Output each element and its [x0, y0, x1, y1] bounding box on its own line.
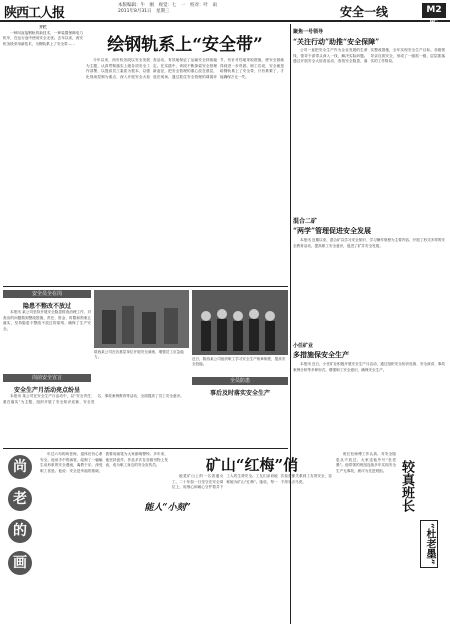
right-second-body	[293, 238, 445, 336]
lead-intro	[3, 25, 83, 283]
date-line: 2011年8月31日 星期三	[118, 9, 170, 14]
band-rule-bottom	[3, 448, 288, 449]
vertical-char-2: 老	[8, 487, 32, 511]
lower-center-body	[172, 474, 332, 624]
lower-right-body-text: 班长杜师傅工作认真，对安全隐患从不放过，大家送他外号“杜老墨”。他带领的班组连续多年实现安全生产无事故，被评为先进班组。	[336, 452, 396, 473]
editor-line: 本版编辑：牛 刚 视觉：七 一 校对：叶 雨	[118, 3, 217, 8]
lower-left-vertical	[3, 455, 37, 583]
mid-left-bar: 安全员全在岗	[3, 290, 91, 298]
section-name: 安全一线	[340, 5, 389, 19]
lead-headline: 绘钢轨系上“安全带”	[107, 35, 263, 55]
lead-body-text: 今年以来，西安机务段以安全发展为主题，认真贯彻落实上级各项安全工作部署，以提高员工素质为根本，以强化现场控制为重点，深入开展安全大检查活动，有效地保证了运输安全持续稳定。在实践中，该段不断探索安全管理新途径，把安全管理的重心放在基层，放在现场，通过抓住安全管理的薄弱环节，有针对性地采取措施，使安全基础得到进一步巩固。职工们说，安全就是给钢轨系上了安全带，只有系紧了，才能确保万无一失。	[86, 58, 284, 79]
lower-left-body	[40, 452, 168, 624]
vertical-char-4: 画	[8, 551, 32, 575]
band-rule-top	[3, 286, 288, 287]
vertical-char-1: 尚	[8, 455, 32, 479]
lead-kicker: 开栏	[39, 25, 47, 29]
mid-center-title: 安全生产月活动亮点纷呈	[13, 387, 80, 394]
right-second-title-1: 混合二矿	[293, 218, 318, 225]
lower-center-body-text: 她是矿山上的一名普通女工，二十年如一日坚守在安全岗位上，用细心和耐心守护着井下工人的生命安全。工友们亲切地称她为矿山“红梅”。她说，每一次检查都关系到工友的安全，容不得半点马虎。	[172, 474, 332, 490]
lower-right-title-2: “杜老墨”	[420, 520, 438, 568]
center-photo-caption: 近日，陕西某公司组织职工学习安全生产规章制度，提高安全技能。	[192, 357, 286, 366]
mid-center-bar: 岗前安全宣言	[3, 374, 91, 382]
lead-body	[86, 58, 284, 284]
vertical-char-3: 的	[8, 519, 32, 543]
page-tag: M2版	[422, 3, 446, 18]
center-photo-title: 事后及时落实安全生产	[209, 390, 270, 397]
right-second-body-text: 本报讯 近期以来，混合矿以学习安全知识、学习操作规程为主要内容，开展了形式多样的安全教育活动，提高职工安全意识，促进了矿井安全发展。	[293, 238, 445, 248]
right-top-body-text: 公司一直把安全生产作为企业发展的生命线，领导干部带头深入一线，解决实际问题。通过开展安全大检查活动，查找安全隐患，落实整改措施，全年实现安全生产目标。各级领导亲自抓安全，形成了一级抓一级、层层抓落实的工作格局。	[293, 48, 445, 64]
right-top-title-1: 聚焦一号领导	[293, 29, 324, 35]
right-top-body	[293, 48, 445, 208]
left-photo-image	[94, 290, 189, 348]
right-third-title-1: 小任矿业	[293, 343, 314, 349]
lower-right-body	[336, 452, 396, 624]
lower-left-body-text: 年过六旬的尚老师，退休后仍心系安全。他用手中的画笔，绘制了一幅幅生动形象的安全漫画，寓教于乐，深受职工喜爱。他说：安全是幸福的基础，我要用画笔为大家敲响警钟。多年来，他坚持创作，作品多次在各级刊物上发表，成为职工身边的安全宣传员。	[40, 452, 168, 473]
mid-left-body-text: 本报讯 某公司坚持开展安全隐患排查治理工作，对查出的问题做到整改措施、责任、资金、时限和预案五落实，坚持隐患不整改不放过的原则，确保了生产安全。	[3, 310, 91, 331]
newspaper-logo: 陕西工人报	[4, 6, 65, 21]
lead-intro-text: 一种叫直接钢轨的新技术，一种装置保障电力机车，在运行途中使用安全无忧。去年以来，西安机务段采用新技术，为钢轨系上了安全带……	[3, 30, 83, 46]
center-photo	[192, 290, 288, 355]
lower-center-title: 矿山“红梅”俏	[205, 456, 299, 474]
mid-left-body	[3, 310, 91, 366]
left-photo-caption: 陕西某公司在各基层单位开展安全演练，增强员工应急能力。	[94, 350, 184, 359]
lower-center-sub: 能人“小刻”	[144, 503, 191, 513]
left-photo	[94, 290, 189, 348]
center-photo-bar: 全员防患	[192, 377, 288, 385]
center-photo-image	[192, 290, 288, 355]
right-top-title-2: “关注行动”助推“安全保障”	[293, 37, 380, 46]
right-second-title-2: “两学”管理促进安全发展	[293, 226, 372, 235]
right-third-title-2: 多措施保安全生产	[293, 350, 349, 359]
right-third-body-text: 本报讯 近日，小任矿业积极开展安全生产月活动，通过组织安全知识竞赛、安全演讲、事故案例分析等多种形式，增强职工安全意识，确保安全生产。	[293, 362, 445, 372]
right-third-body	[293, 362, 445, 434]
mid-center-body-text: 本报讯 某公司在安全生产月活动中，以“安全责任，重在落实”为主题，组织开展了安全知识竞赛、安全签名、事故案例教育等活动，全面提高了员工安全意识。	[3, 394, 184, 404]
masthead-meta	[118, 3, 268, 15]
mid-center-body	[3, 394, 189, 446]
lower-right-title-1: 较真班长	[399, 460, 414, 512]
mid-left-title: 隐患不整改不放过	[22, 303, 71, 310]
